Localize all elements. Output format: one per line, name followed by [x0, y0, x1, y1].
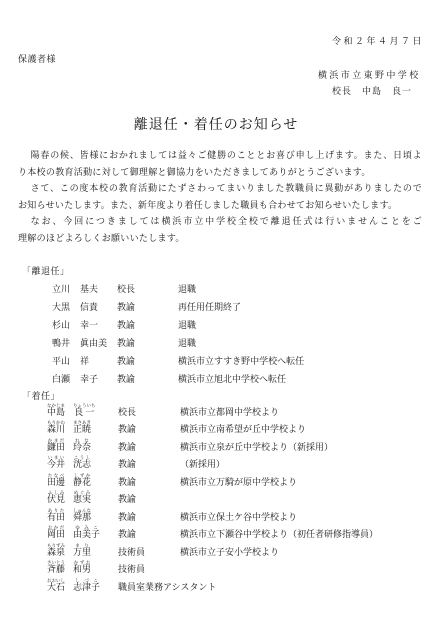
principal-name: 中島 良一 — [362, 87, 413, 97]
surname-text: 森川 — [47, 425, 66, 435]
staff-surname — [47, 491, 66, 505]
departure-row — [52, 355, 432, 373]
paragraph-line: 理解のほどよろしくお願いいたします。 — [18, 233, 185, 244]
staff-note: 横浜市立下瀬谷中学校より（初任者研修指導員） — [180, 530, 379, 540]
given-name-reading: しずか — [73, 473, 92, 479]
issue-date: 令和２年４月７日 — [331, 37, 424, 47]
staff-note: 横浜市立保土ケ谷中学校より — [180, 512, 298, 523]
staff-surname — [47, 543, 66, 558]
surname-text: 今井 — [47, 460, 66, 470]
staff-given-name — [73, 473, 92, 488]
surname-reading: おかだ — [47, 526, 66, 531]
surname-text: 田邊 — [47, 477, 66, 488]
staff-note: 横浜市立すすき野中学校へ転任 — [178, 357, 305, 367]
staff-name — [47, 544, 91, 558]
staff-name — [47, 579, 100, 593]
staff-note: 退職 — [178, 321, 197, 331]
staff-note: 再任用任期終了 — [178, 303, 242, 313]
document-body — [18, 148, 422, 247]
arrival-row — [47, 401, 432, 419]
departure-row — [52, 337, 432, 355]
staff-surname — [47, 438, 66, 453]
surname-reading: なかじま — [47, 403, 66, 409]
paragraph-line: 陽春の候、皆様におかれましては益々ご健勝のこととお喜び申し上げます。また、日頃よ — [30, 151, 422, 161]
given-name-text: 玲奈 — [73, 442, 92, 453]
departure-row — [52, 373, 432, 391]
given-name-reading: まり — [73, 543, 92, 549]
staff-note: 退職 — [178, 285, 197, 295]
staff-given-name — [73, 438, 92, 453]
staff-given-name — [73, 578, 101, 593]
staff-position: 教諭 — [118, 477, 137, 488]
staff-given-name — [73, 421, 92, 435]
staff-position: 技術員 — [118, 565, 146, 575]
staff-position: 教諭 — [117, 357, 136, 367]
staff-position: 教諭 — [118, 425, 137, 435]
staff-note: 横浜市立泉が丘中学校より（新採用） — [180, 442, 334, 453]
arrival-row — [47, 506, 432, 524]
staff-position: 技術員 — [118, 547, 146, 558]
arrival-row — [47, 419, 432, 437]
staff-name — [52, 301, 98, 315]
staff-surname — [47, 561, 66, 575]
arrival-row — [47, 454, 432, 472]
staff-surname: 白瀬 — [52, 375, 71, 385]
staff-surname — [47, 473, 66, 488]
section-label-arrivals: 「着任」 — [22, 392, 61, 402]
given-name-text: 舜那 — [73, 512, 92, 523]
arrival-row — [47, 541, 432, 559]
staff-given-name: 眞由美 — [80, 339, 108, 349]
staff-given-name — [73, 543, 92, 558]
paragraph-line: り本校の教育活動に対して御理解と御協力をいただきましてありがとうございます。 — [18, 167, 371, 178]
addressee: 保護者様 — [18, 55, 57, 65]
staff-position: 教諭 — [118, 495, 137, 505]
section-label-departures: 「離退任」 — [22, 267, 70, 277]
paragraph — [18, 214, 422, 247]
staff-given-name — [73, 561, 92, 575]
staff-position: 教諭 — [118, 530, 137, 540]
given-name-reading: りょういち — [73, 403, 96, 409]
staff-given-name — [73, 526, 101, 540]
staff-name — [47, 509, 91, 523]
staff-surname: 平山 — [52, 357, 71, 367]
arrival-row — [47, 436, 432, 454]
paragraph-line: さて、この度本校の教育活動にたずさわってまいりました教職員に異動がありましたので — [30, 184, 422, 194]
surname-reading: さいとう — [47, 561, 66, 566]
paragraph — [18, 148, 422, 181]
staff-given-name — [73, 456, 92, 470]
departures-list — [52, 283, 432, 391]
staff-note: 横浜市立子安小学校より — [180, 547, 280, 558]
staff-name — [52, 337, 107, 351]
staff-position: 教諭 — [118, 460, 137, 470]
surname-reading: かまだ — [47, 438, 66, 444]
staff-surname — [47, 456, 66, 470]
paragraph — [18, 181, 422, 214]
staff-name — [52, 319, 98, 333]
surname-text: 伏見 — [47, 495, 66, 505]
surname-reading: たなべ — [47, 473, 66, 479]
principal-title: 校長 — [332, 87, 353, 97]
staff-name — [47, 526, 100, 540]
given-name-reading: めぐみ — [73, 491, 92, 496]
staff-position: 教諭 — [117, 303, 136, 313]
given-name-text: 志津子 — [73, 582, 101, 593]
surname-reading: おおいし — [47, 578, 66, 584]
staff-note: 横浜市立都岡中学校より — [180, 407, 280, 418]
sender-school: 横浜市立東野中学校 — [318, 71, 421, 81]
given-name-reading: まさあき — [73, 421, 92, 426]
surname-reading: ありた — [47, 508, 66, 514]
paragraph-line: お知らせいたします。また、新年度より着任しました職員も合わせてお知らせいたします。 — [18, 200, 398, 211]
staff-name — [52, 355, 89, 369]
staff-name — [47, 404, 96, 418]
surname-reading: いまい — [47, 456, 66, 461]
staff-note: 横浜市立万騎が原中学校より — [180, 477, 298, 488]
given-name-text: 和男 — [73, 565, 92, 575]
staff-given-name: 基夫 — [80, 285, 99, 295]
staff-position: 教諭 — [118, 512, 137, 523]
surname-reading: もりかわ — [47, 421, 66, 426]
staff-position: 校長 — [118, 407, 137, 418]
staff-name — [47, 456, 91, 470]
staff-surname — [47, 508, 66, 523]
departure-row — [52, 283, 432, 301]
arrival-row — [47, 559, 432, 577]
given-name-text: 静花 — [73, 477, 92, 488]
staff-given-name: 幸一 — [80, 321, 99, 331]
staff-surname — [47, 526, 66, 540]
staff-name — [47, 561, 91, 575]
given-name-text: 由美子 — [73, 530, 101, 540]
staff-note: 退職 — [178, 339, 197, 349]
staff-position: 教諭 — [117, 339, 136, 349]
given-name-reading: かずお — [73, 561, 92, 566]
surname-text: 斉藤 — [47, 565, 66, 575]
staff-name — [47, 439, 91, 453]
staff-note: （新採用） — [180, 460, 226, 470]
staff-surname — [47, 578, 66, 593]
staff-note: 横浜市立旭北中学校へ転任 — [178, 375, 287, 385]
given-name-text: 万里 — [73, 547, 92, 558]
staff-given-name: 祥 — [80, 357, 90, 367]
given-name-reading: こうし — [73, 456, 92, 461]
staff-name — [47, 474, 91, 488]
surname-text: 森泉 — [47, 547, 66, 558]
staff-surname — [47, 421, 66, 435]
given-name-text: 正暁 — [73, 425, 92, 435]
surname-text: 鎌田 — [47, 442, 66, 453]
arrival-row — [47, 471, 432, 489]
staff-given-name — [73, 508, 92, 523]
given-name-reading: ゆみこ — [73, 526, 101, 531]
given-name-reading: しづこ — [73, 578, 101, 584]
document-title: 離退任・着任のお知らせ — [133, 117, 299, 133]
staff-surname: 立川 — [52, 285, 71, 295]
staff-surname: 鴨井 — [52, 339, 71, 349]
staff-position: 教諭 — [118, 442, 137, 453]
staff-name — [52, 373, 98, 387]
given-name-text: 洸志 — [73, 460, 92, 470]
staff-position: 教諭 — [117, 375, 136, 385]
sender-principal — [332, 86, 412, 98]
surname-text: 大石 — [47, 582, 66, 593]
staff-note: 横浜市立南希望が丘中学校より — [180, 425, 307, 435]
staff-surname: 杉山 — [52, 321, 71, 331]
given-name-reading: れな — [73, 438, 92, 444]
staff-surname: 大黒 — [52, 303, 71, 313]
arrivals-list — [47, 401, 432, 594]
paragraph-line: なお、今回につきましては横浜市立中学校全校で離退任式は行いませんことをご — [30, 217, 422, 227]
staff-position: 校長 — [117, 285, 136, 295]
staff-position: 教諭 — [117, 321, 136, 331]
arrival-row — [47, 489, 432, 507]
given-name-text: 良一 — [73, 407, 96, 418]
departure-row — [52, 319, 432, 337]
staff-given-name — [73, 491, 92, 505]
given-name-text: 恵実 — [73, 495, 92, 505]
departure-row — [52, 301, 432, 319]
given-name-reading: しゅんな — [73, 508, 92, 514]
staff-name — [52, 283, 98, 297]
staff-given-name: 信貴 — [80, 303, 99, 313]
arrival-row — [47, 524, 432, 542]
staff-surname — [47, 403, 66, 418]
staff-name — [47, 491, 91, 505]
staff-given-name — [73, 403, 96, 418]
staff-position: 職員室業務アシスタント — [118, 582, 217, 593]
surname-reading: ふしみ — [47, 491, 66, 496]
surname-text: 岡田 — [47, 530, 66, 540]
arrival-row — [47, 576, 432, 594]
staff-given-name: 幸子 — [80, 375, 99, 385]
surname-text: 有田 — [47, 512, 66, 523]
surname-text: 中島 — [47, 407, 66, 418]
surname-reading: もりずみ — [47, 543, 66, 549]
staff-name — [47, 421, 91, 435]
